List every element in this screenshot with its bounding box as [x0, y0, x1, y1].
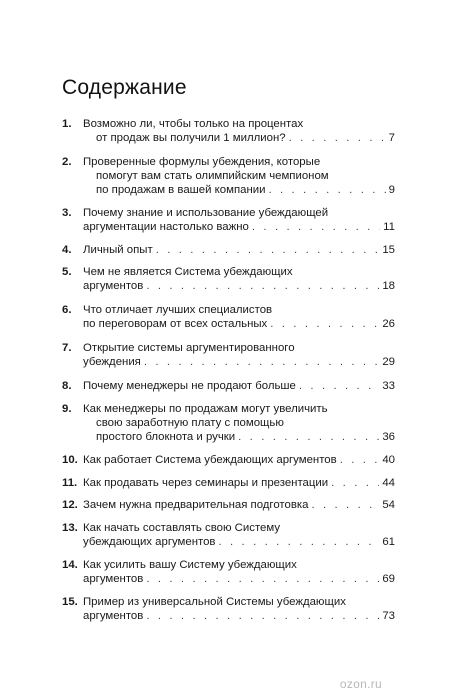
- toc-entry[interactable]: [62, 558, 395, 586]
- toc-entry-title-line: Почему знание и использование убеждающей: [83, 207, 329, 219]
- toc-entry-title-line: помогут вам стать олимпийским чемпионом: [96, 170, 329, 183]
- toc-entry-page-number: 40: [382, 454, 395, 466]
- toc-entry-page-number: 29: [382, 356, 395, 369]
- toc-entry-page-number: 69: [382, 573, 395, 586]
- dot-leader: [146, 609, 379, 623]
- toc-entry[interactable]: [62, 402, 395, 445]
- toc-entry[interactable]: [62, 379, 395, 393]
- toc-entry-page-number: 9: [388, 184, 395, 197]
- toc-entry-number: 11.: [62, 477, 78, 489]
- toc-entry[interactable]: [62, 595, 395, 623]
- dot-leader: [289, 131, 386, 145]
- toc-entry-title-line: убеждающих аргументов: [83, 536, 216, 549]
- dot-leader: [340, 453, 380, 467]
- toc-entry-number: 7.: [62, 342, 72, 354]
- dot-leader: [299, 379, 379, 393]
- toc-entry-number: 15.: [62, 596, 78, 608]
- toc-entry[interactable]: [62, 498, 395, 512]
- toc-entry-title-line: Как менеджеры по продажам могут увеличить: [83, 403, 328, 415]
- toc-entry-title-line: Чем не является Система убеждающих: [83, 266, 293, 278]
- toc-entry-number: 5.: [62, 266, 72, 278]
- dot-leader: [146, 279, 379, 293]
- toc-entry-title-line: Почему менеджеры не продают больше: [83, 380, 296, 392]
- toc-entry-page-number: 44: [382, 477, 395, 489]
- toc-entry-number: 8.: [62, 380, 72, 392]
- toc-entry-title-line: простого блокнота и ручки: [96, 431, 236, 444]
- dot-leader: [331, 476, 379, 490]
- toc-entry-title-line: по продажам в вашей компании: [96, 184, 266, 197]
- toc-entry-number: 13.: [62, 522, 78, 534]
- toc-entry-title-line: Как работает Система убеждающих аргументов: [83, 454, 337, 466]
- toc-entry-title-line: свою заработную плату с помощью: [96, 417, 284, 430]
- toc-entry-title-line: аргументов: [83, 573, 144, 586]
- toc-entry-title-line: Возможно ли, чтобы только на процентах: [83, 118, 304, 130]
- toc-entry[interactable]: [62, 155, 395, 198]
- toc-entry-page-number: 36: [382, 431, 395, 444]
- toc-entry-title-line: убеждения: [83, 356, 141, 369]
- toc-entry-title-line: Как усилить вашу Систему убеждающих: [83, 559, 297, 571]
- toc-entry-page-number: 15: [382, 244, 395, 256]
- toc-entry[interactable]: [62, 265, 395, 293]
- toc-entry[interactable]: [62, 243, 395, 257]
- toc-entry-title-line: Как начать составлять свою Систему: [83, 522, 281, 534]
- dot-leader: [311, 498, 379, 512]
- toc-entry-title-line: аргументации настолько важно: [83, 221, 249, 234]
- toc-entry-page-number: 61: [382, 536, 395, 549]
- toc-entry-page-number: 73: [382, 610, 395, 623]
- toc-entry-title-line: Проверенные формулы убеждения, которые: [83, 156, 321, 168]
- watermark: ozon.ru: [339, 677, 382, 691]
- toc-entry-title-line: аргументов: [83, 610, 144, 623]
- toc-entry-page-number: 18: [382, 280, 395, 293]
- page-title: Содержание: [62, 76, 187, 99]
- toc-entry-number: 10.: [62, 454, 78, 466]
- dot-leader: [252, 220, 380, 234]
- toc-entry-title-line: Личный опыт: [83, 244, 153, 256]
- toc-entry-number: 12.: [62, 499, 78, 511]
- toc-entry-number: 3.: [62, 207, 72, 219]
- toc-entry-title-line: Открытие системы аргументированного: [83, 342, 295, 354]
- dot-leader: [270, 317, 379, 331]
- toc-entry-title-line: Пример из универсальной Системы убеждающих: [83, 596, 346, 608]
- toc-entry[interactable]: [62, 476, 395, 490]
- toc-entry[interactable]: [62, 521, 395, 549]
- dot-leader: [268, 183, 385, 197]
- toc-entry-title-line: по переговорам от всех остальных: [83, 318, 268, 331]
- dot-leader: [156, 243, 380, 257]
- dot-leader: [219, 535, 380, 549]
- dot-leader: [238, 430, 379, 444]
- toc-entry-number: 1.: [62, 118, 72, 130]
- toc-entry[interactable]: [62, 303, 395, 331]
- toc-entry-page-number: 54: [382, 499, 395, 511]
- toc-entry-page-number: 7: [388, 132, 395, 145]
- toc-entry-page-number: 33: [382, 380, 395, 392]
- toc-entry-title-line: Как продавать через семинары и презентации: [83, 477, 329, 489]
- toc-entry[interactable]: [62, 117, 395, 145]
- toc-entry-title-line: Зачем нужна предварительная подготовка: [83, 499, 309, 511]
- toc-entry-title-line: аргументов: [83, 280, 144, 293]
- toc-entry-page-number: 11: [383, 221, 395, 234]
- toc-entry-number: 9.: [62, 403, 72, 415]
- dot-leader: [144, 355, 379, 369]
- toc-entry[interactable]: [62, 341, 395, 369]
- toc-entry-number: 6.: [62, 304, 72, 316]
- toc-entry-page-number: 26: [382, 318, 395, 331]
- toc-entry-title-line: Что отличает лучших специалистов: [83, 304, 273, 316]
- toc-entry-title-line: от продаж вы получили 1 миллион?: [96, 132, 286, 145]
- toc-entry-number: 2.: [62, 156, 72, 168]
- toc-entry[interactable]: [62, 206, 395, 234]
- toc-entry-number: 4.: [62, 244, 72, 256]
- dot-leader: [146, 572, 379, 586]
- toc-entry[interactable]: [62, 453, 395, 467]
- toc-entry-number: 14.: [62, 559, 78, 571]
